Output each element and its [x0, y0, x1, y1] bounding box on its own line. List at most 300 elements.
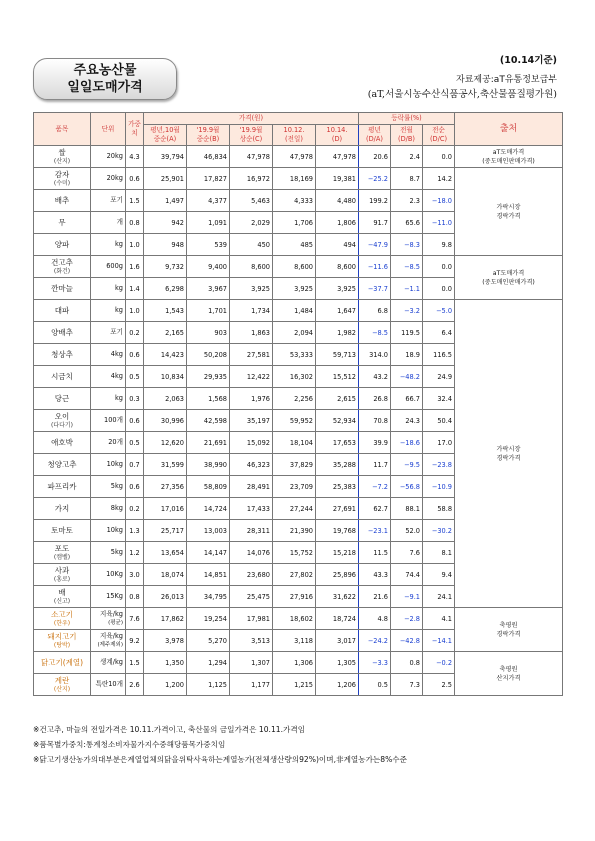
header-change-col-2-line2: (D/C) — [429, 135, 448, 143]
unit-cell — [91, 344, 126, 366]
price-a-cell: 31,599 — [144, 454, 187, 476]
change-db-cell: 7.6 — [391, 542, 423, 564]
price-p-cell: 27,244 — [273, 498, 316, 520]
item-name-cell — [34, 300, 91, 322]
item-name: 파프리카 — [47, 482, 77, 491]
change-db-cell: −3.2 — [391, 300, 423, 322]
change-dc-cell: 0.0 — [423, 278, 455, 300]
price-b-cell: 14,724 — [187, 498, 230, 520]
price-p-cell: 1,215 — [273, 674, 316, 696]
item-name-cell — [34, 410, 91, 432]
unit: kg — [114, 394, 123, 402]
item-name: 대파 — [54, 306, 70, 315]
price-a-cell: 2,063 — [144, 388, 187, 410]
unit-cell — [91, 190, 126, 212]
unit-cell — [91, 212, 126, 234]
change-db-cell: −9.1 — [391, 586, 423, 608]
item-name: 돼지고기 — [47, 631, 77, 641]
item-variety: (한우) — [53, 619, 71, 627]
change-db-cell: 7.3 — [391, 674, 423, 696]
source-cell — [455, 652, 563, 696]
header-change-col-0-line2: (D/A) — [366, 135, 383, 143]
item-name: 시금치 — [51, 372, 73, 381]
price-b-cell: 17,827 — [187, 168, 230, 190]
unit: kg — [114, 240, 123, 248]
change-da-cell: −24.2 — [359, 630, 391, 652]
price-c-cell: 1,976 — [230, 388, 273, 410]
unit: kg — [114, 306, 123, 314]
header-price-col-3 — [273, 125, 316, 146]
price-c-cell: 8,600 — [230, 256, 273, 278]
price-c-cell: 1,307 — [230, 652, 273, 674]
item-name-cell — [34, 278, 91, 300]
change-da-cell: 70.8 — [359, 410, 391, 432]
item-name-cell — [34, 652, 91, 674]
price-b-cell: 1,091 — [187, 212, 230, 234]
item-name: 토마토 — [51, 526, 73, 535]
change-db-cell: −1.1 — [391, 278, 423, 300]
weight-cell: 1.3 — [126, 520, 144, 542]
price-c-cell: 46,323 — [230, 454, 273, 476]
item-variety: (수미) — [53, 179, 71, 187]
item-name: 소고기 — [51, 609, 73, 619]
price-d-cell: 35,288 — [316, 454, 359, 476]
change-dc-cell: 9.8 — [423, 234, 455, 256]
table-row — [34, 256, 563, 278]
price-c-cell: 2,029 — [230, 212, 273, 234]
change-da-cell: 0.5 — [359, 674, 391, 696]
header-price-col-3-line1: 10.12. — [283, 126, 305, 134]
table-row — [34, 146, 563, 168]
price-p-cell: 53,333 — [273, 344, 316, 366]
change-db-cell: 18.9 — [391, 344, 423, 366]
item-name: 양배추 — [51, 328, 73, 337]
price-d-cell: 52,934 — [316, 410, 359, 432]
header-source: 출처 — [455, 113, 563, 146]
change-da-cell: 11.7 — [359, 454, 391, 476]
price-d-cell: 27,691 — [316, 498, 359, 520]
unit-cell — [91, 608, 126, 630]
item-variety: (산지) — [53, 685, 71, 693]
weight-cell: 4.3 — [126, 146, 144, 168]
item-variety: (화건) — [53, 267, 71, 275]
change-dc-cell: 24.1 — [423, 586, 455, 608]
change-dc-cell: −23.8 — [423, 454, 455, 476]
change-da-cell: −23.1 — [359, 520, 391, 542]
weight-cell: 1.6 — [126, 256, 144, 278]
price-b-cell: 58,809 — [187, 476, 230, 498]
change-db-cell: 88.1 — [391, 498, 423, 520]
price-table — [33, 112, 563, 696]
item-variety: (캠벨) — [53, 553, 71, 561]
weight-cell: 2.6 — [126, 674, 144, 696]
price-b-cell: 1,125 — [187, 674, 230, 696]
price-b-cell: 29,935 — [187, 366, 230, 388]
header-price-group: 가격(원) — [144, 113, 359, 125]
source-type: 산지가격 — [496, 674, 521, 682]
price-a-cell: 39,794 — [144, 146, 187, 168]
weight-cell: 1.2 — [126, 542, 144, 564]
source-line1: 자료제공:aT유통정보급부 — [456, 75, 557, 85]
title-line2: 일일도매가격 — [67, 80, 143, 95]
source-cell — [455, 146, 563, 168]
header-change-col-2 — [423, 125, 455, 146]
item-name: 포도 — [54, 543, 70, 553]
item-name-cell — [34, 212, 91, 234]
price-p-cell: 21,390 — [273, 520, 316, 542]
unit: kg — [114, 284, 123, 292]
change-dc-cell: −5.0 — [423, 300, 455, 322]
price-d-cell: 25,383 — [316, 476, 359, 498]
unit-cell — [91, 300, 126, 322]
change-dc-cell: 14.2 — [423, 168, 455, 190]
change-dc-cell: 32.4 — [423, 388, 455, 410]
price-c-cell: 1,863 — [230, 322, 273, 344]
price-p-cell: 485 — [273, 234, 316, 256]
price-p-cell: 18,169 — [273, 168, 316, 190]
header-price-col-1-line1: '19.9월 — [196, 126, 220, 134]
unit: 100개 — [104, 416, 123, 424]
price-a-cell: 25,901 — [144, 168, 187, 190]
weight-cell: 0.7 — [126, 454, 144, 476]
price-c-cell: 25,475 — [230, 586, 273, 608]
price-p-cell: 47,978 — [273, 146, 316, 168]
price-c-cell: 47,978 — [230, 146, 273, 168]
price-b-cell: 903 — [187, 322, 230, 344]
weight-cell: 0.6 — [126, 168, 144, 190]
price-b-cell: 21,691 — [187, 432, 230, 454]
item-name-cell — [34, 476, 91, 498]
header-change-col-1-line1: 전월 — [400, 126, 413, 134]
item-variety: (탕박) — [53, 641, 71, 649]
price-b-cell: 46,834 — [187, 146, 230, 168]
change-dc-cell: 6.4 — [423, 322, 455, 344]
title-line1: 주요농산물 — [73, 63, 137, 78]
price-c-cell: 12,422 — [230, 366, 273, 388]
unit: 20개 — [108, 438, 123, 446]
unit: 600g — [106, 262, 123, 270]
price-a-cell: 1,497 — [144, 190, 187, 212]
price-b-cell: 19,254 — [187, 608, 230, 630]
weight-cell: 0.3 — [126, 388, 144, 410]
weight-cell: 0.5 — [126, 366, 144, 388]
unit: 지육/kg — [100, 631, 123, 640]
price-d-cell: 3,925 — [316, 278, 359, 300]
change-db-cell: 24.3 — [391, 410, 423, 432]
item-variety: (산지) — [53, 157, 71, 165]
price-a-cell: 3,978 — [144, 630, 187, 652]
item-name: 애호박 — [51, 438, 73, 447]
item-name-cell — [34, 190, 91, 212]
price-d-cell: 18,724 — [316, 608, 359, 630]
item-name: 감자 — [54, 169, 70, 179]
header-change-group: 등락률(%) — [359, 113, 455, 125]
change-da-cell: 91.7 — [359, 212, 391, 234]
item-variety: (다다기) — [50, 421, 74, 429]
weight-cell: 1.5 — [126, 652, 144, 674]
price-a-cell: 10,834 — [144, 366, 187, 388]
header-price-col-0-line2: 중순(A) — [153, 135, 177, 143]
price-a-cell: 942 — [144, 212, 187, 234]
price-c-cell: 1,177 — [230, 674, 273, 696]
source-name: 축평원 — [499, 621, 518, 629]
price-a-cell: 26,013 — [144, 586, 187, 608]
change-dc-cell: −30.2 — [423, 520, 455, 542]
item-name: 사과 — [54, 565, 70, 575]
source-name: aT도매가격 — [492, 148, 525, 156]
weight-cell: 1.5 — [126, 190, 144, 212]
price-b-cell: 34,795 — [187, 586, 230, 608]
header-price-col-4-line1: 10.14. — [326, 126, 348, 134]
price-a-cell: 17,862 — [144, 608, 187, 630]
header-change-col-1 — [391, 125, 423, 146]
unit-cell — [91, 476, 126, 498]
change-db-cell: −8.5 — [391, 256, 423, 278]
price-c-cell: 27,581 — [230, 344, 273, 366]
item-name-cell — [34, 608, 91, 630]
price-c-cell: 23,680 — [230, 564, 273, 586]
source-cell — [455, 256, 563, 300]
change-dc-cell: 17.0 — [423, 432, 455, 454]
price-b-cell: 3,967 — [187, 278, 230, 300]
unit-cell — [91, 542, 126, 564]
price-c-cell: 3,925 — [230, 278, 273, 300]
price-b-cell: 13,003 — [187, 520, 230, 542]
change-dc-cell: 0.0 — [423, 256, 455, 278]
item-variety: (신고) — [53, 597, 71, 605]
unit-cell — [91, 432, 126, 454]
change-dc-cell: 8.1 — [423, 542, 455, 564]
price-a-cell: 17,016 — [144, 498, 187, 520]
header-price-col-4 — [316, 125, 359, 146]
price-d-cell: 1,647 — [316, 300, 359, 322]
price-a-cell: 1,200 — [144, 674, 187, 696]
price-p-cell: 16,302 — [273, 366, 316, 388]
unit-cell — [91, 652, 126, 674]
change-db-cell: 2.3 — [391, 190, 423, 212]
item-name-cell — [34, 498, 91, 520]
unit-cell — [91, 278, 126, 300]
price-c-cell: 16,972 — [230, 168, 273, 190]
price-b-cell: 1,701 — [187, 300, 230, 322]
price-b-cell: 14,851 — [187, 564, 230, 586]
price-p-cell: 2,094 — [273, 322, 316, 344]
price-d-cell: 8,600 — [316, 256, 359, 278]
weight-cell: 0.8 — [126, 212, 144, 234]
price-d-cell: 31,622 — [316, 586, 359, 608]
price-d-cell: 1,982 — [316, 322, 359, 344]
price-a-cell: 30,996 — [144, 410, 187, 432]
unit: 20kg — [106, 174, 123, 182]
unit-cell — [91, 498, 126, 520]
unit: 개 — [116, 218, 123, 226]
weight-cell: 7.6 — [126, 608, 144, 630]
price-p-cell: 1,706 — [273, 212, 316, 234]
change-db-cell: −8.3 — [391, 234, 423, 256]
price-a-cell: 14,423 — [144, 344, 187, 366]
notes — [33, 722, 407, 767]
price-p-cell: 3,118 — [273, 630, 316, 652]
change-dc-cell: 58.8 — [423, 498, 455, 520]
header-price-col-2-line2: 상순(C) — [239, 135, 263, 143]
title-box — [33, 58, 177, 100]
source-cell — [455, 168, 563, 256]
unit: 15Kg — [106, 592, 123, 600]
change-dc-cell: 9.4 — [423, 564, 455, 586]
price-b-cell: 14,147 — [187, 542, 230, 564]
item-name: 계란 — [54, 675, 70, 685]
price-p-cell: 1,306 — [273, 652, 316, 674]
item-name-cell — [34, 586, 91, 608]
source-name: 축평원 — [499, 665, 518, 673]
weight-cell: 0.6 — [126, 410, 144, 432]
price-p-cell: 37,829 — [273, 454, 316, 476]
price-d-cell: 494 — [316, 234, 359, 256]
change-dc-cell: 0.0 — [423, 146, 455, 168]
unit-cell — [91, 520, 126, 542]
item-name: 청양고추 — [47, 460, 77, 469]
header-price-col-4-line2: (D) — [331, 135, 343, 143]
price-c-cell: 1,734 — [230, 300, 273, 322]
change-db-cell: −56.8 — [391, 476, 423, 498]
unit-cell — [91, 454, 126, 476]
table-row — [34, 300, 563, 322]
header-unit: 단위 — [91, 113, 126, 146]
unit: 4kg — [110, 350, 123, 358]
unit-note: (제주제외) — [97, 641, 123, 648]
change-da-cell: 26.8 — [359, 388, 391, 410]
change-dc-cell: −0.2 — [423, 652, 455, 674]
weight-cell: 0.2 — [126, 322, 144, 344]
unit-cell — [91, 256, 126, 278]
price-p-cell: 27,916 — [273, 586, 316, 608]
table-body — [34, 146, 563, 696]
price-a-cell: 6,298 — [144, 278, 187, 300]
header-weight: 가중치 — [126, 113, 144, 146]
note-2: ※품목별가중치:통계청소비자물가지수중해당품목가중치임 — [33, 740, 226, 749]
price-b-cell: 5,270 — [187, 630, 230, 652]
price-b-cell: 50,208 — [187, 344, 230, 366]
item-name-cell — [34, 630, 91, 652]
price-d-cell: 15,218 — [316, 542, 359, 564]
change-db-cell: 0.8 — [391, 652, 423, 674]
change-db-cell: −48.2 — [391, 366, 423, 388]
price-p-cell: 27,802 — [273, 564, 316, 586]
price-c-cell: 15,092 — [230, 432, 273, 454]
weight-cell: 9.2 — [126, 630, 144, 652]
price-p-cell: 8,600 — [273, 256, 316, 278]
change-db-cell: 74.4 — [391, 564, 423, 586]
price-p-cell: 18,104 — [273, 432, 316, 454]
price-a-cell: 27,356 — [144, 476, 187, 498]
weight-cell: 1.0 — [126, 300, 144, 322]
price-p-cell: 3,925 — [273, 278, 316, 300]
change-da-cell: 43.3 — [359, 564, 391, 586]
change-da-cell: −7.2 — [359, 476, 391, 498]
price-b-cell: 42,598 — [187, 410, 230, 432]
item-name-cell — [34, 322, 91, 344]
change-da-cell: 21.6 — [359, 586, 391, 608]
unit: 지육/kg — [100, 609, 123, 618]
price-p-cell: 59,952 — [273, 410, 316, 432]
price-c-cell: 3,513 — [230, 630, 273, 652]
header-price-col-0-line1: 평년,10월 — [150, 126, 180, 134]
unit: 생계/kg — [100, 658, 123, 666]
item-name: 배추 — [54, 196, 70, 205]
weight-cell: 0.2 — [126, 498, 144, 520]
item-name: 건고추 — [51, 257, 73, 267]
weight-cell: 0.6 — [126, 344, 144, 366]
price-c-cell: 17,433 — [230, 498, 273, 520]
change-da-cell: 4.8 — [359, 608, 391, 630]
item-name: 깐마늘 — [51, 284, 73, 293]
item-name: 배 — [58, 587, 66, 597]
item-name: 쌀 — [58, 147, 66, 157]
weight-cell: 1.4 — [126, 278, 144, 300]
unit-cell — [91, 410, 126, 432]
source-line2: (aT,서울시농수산식품공사,축산물품질평가원) — [367, 89, 557, 100]
price-a-cell: 18,074 — [144, 564, 187, 586]
price-p-cell: 23,709 — [273, 476, 316, 498]
change-db-cell: 52.0 — [391, 520, 423, 542]
price-a-cell: 12,620 — [144, 432, 187, 454]
price-d-cell: 1,806 — [316, 212, 359, 234]
change-dc-cell: 116.5 — [423, 344, 455, 366]
header-change-col-2-line1: 전순 — [432, 126, 445, 134]
table-row — [34, 608, 563, 630]
change-dc-cell: 2.5 — [423, 674, 455, 696]
price-a-cell: 25,717 — [144, 520, 187, 542]
unit-cell — [91, 322, 126, 344]
change-da-cell: −8.5 — [359, 322, 391, 344]
source-type: 경락가격 — [496, 454, 521, 462]
change-da-cell: −47.9 — [359, 234, 391, 256]
price-c-cell: 35,197 — [230, 410, 273, 432]
change-da-cell: 62.7 — [359, 498, 391, 520]
change-da-cell: −3.3 — [359, 652, 391, 674]
change-da-cell: −11.6 — [359, 256, 391, 278]
price-c-cell: 14,076 — [230, 542, 273, 564]
unit-cell — [91, 146, 126, 168]
item-name-cell — [34, 234, 91, 256]
table-row — [34, 652, 563, 674]
header-price-col-1 — [187, 125, 230, 146]
source-cell — [455, 300, 563, 608]
unit: 10kg — [106, 526, 123, 534]
price-d-cell: 25,896 — [316, 564, 359, 586]
item-name-cell — [34, 388, 91, 410]
price-p-cell: 4,333 — [273, 190, 316, 212]
change-da-cell: 11.5 — [359, 542, 391, 564]
unit: 10kg — [106, 460, 123, 468]
unit-cell — [91, 674, 126, 696]
header-price-col-0 — [144, 125, 187, 146]
change-da-cell: 39.9 — [359, 432, 391, 454]
note-1: ※건고추, 마늘의 전일가격은 10.11.가격이고, 축산물의 금일가격은 10.11.가격임 — [33, 725, 306, 734]
source-name: aT도매가격 — [492, 269, 525, 277]
change-db-cell: −2.8 — [391, 608, 423, 630]
change-db-cell: −42.8 — [391, 630, 423, 652]
unit-cell — [91, 586, 126, 608]
unit-cell — [91, 630, 126, 652]
unit: 특란10개 — [95, 680, 123, 688]
price-p-cell: 15,752 — [273, 542, 316, 564]
price-c-cell: 28,491 — [230, 476, 273, 498]
item-name-cell — [34, 168, 91, 190]
unit: 8kg — [110, 504, 123, 512]
source-name: 가락시장 — [496, 445, 521, 453]
header-price-col-3-line2: (전일) — [285, 135, 303, 143]
